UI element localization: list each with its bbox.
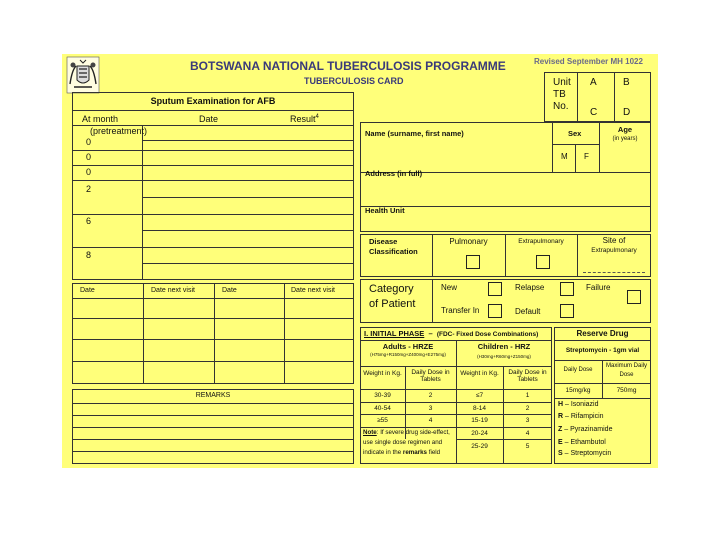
name-label: Name (surname, first name) bbox=[365, 129, 464, 138]
children-regimen: Children - HRZ bbox=[477, 342, 531, 351]
extrapulmonary-checkbox[interactable] bbox=[536, 255, 550, 269]
note-line-1: Note: If severe drug side-effect, bbox=[363, 429, 450, 436]
pulmonary-checkbox[interactable] bbox=[466, 255, 480, 269]
coat-of-arms-emblem bbox=[66, 56, 100, 94]
initial-phase-title: I. INITIAL PHASE – (FDC- Fixed Dose Combinations) bbox=[364, 329, 539, 338]
legend-pyrazinamide: Z – Pyrazinamide bbox=[558, 426, 613, 433]
legend-rifampicin: R – Rifampicin bbox=[558, 413, 604, 420]
failure-checkbox[interactable] bbox=[627, 290, 641, 304]
adult-weight-row: 30-39 bbox=[374, 392, 391, 399]
month-0-a: 0 bbox=[86, 137, 92, 147]
note-line-2: use single dose regimen and bbox=[363, 439, 443, 446]
transfer-in-label: Transfer In bbox=[441, 306, 480, 315]
adult-weight-row: 40-54 bbox=[374, 405, 391, 412]
pretreatment-label: (pretreatment) bbox=[90, 126, 148, 136]
adults-regimen: Adults - HRZE bbox=[382, 342, 434, 351]
visit-next-header-1: Date next visit bbox=[151, 287, 195, 294]
child-dose-row: 4 bbox=[525, 430, 530, 437]
children-weight-header: Weight in Kg. bbox=[460, 370, 499, 377]
category-label-1: Category bbox=[369, 283, 414, 295]
category-label-2: of Patient bbox=[369, 298, 416, 310]
unit-a[interactable]: A bbox=[590, 77, 597, 88]
default-checkbox[interactable] bbox=[560, 304, 574, 318]
new-label: New bbox=[441, 283, 458, 292]
visit-date-header-2: Date bbox=[222, 287, 237, 294]
remarks-label: REMARKS bbox=[195, 392, 231, 399]
sex-female[interactable]: F bbox=[584, 152, 589, 161]
child-dose-row: 2 bbox=[525, 405, 530, 412]
adults-weight-header: Weight in Kg. bbox=[363, 370, 402, 377]
relapse-label: Relapse bbox=[515, 283, 545, 292]
new-checkbox[interactable] bbox=[488, 282, 502, 296]
child-dose-row: 3 bbox=[525, 417, 530, 424]
col-at-month: At month bbox=[82, 114, 119, 124]
reserve-max-dose-value: 750mg bbox=[616, 387, 637, 394]
pulmonary-label: Pulmonary bbox=[449, 237, 488, 246]
month-0-c: 0 bbox=[86, 167, 92, 177]
adult-dose-row: 2 bbox=[428, 392, 433, 399]
legend-isoniazid: H – Isoniazid bbox=[558, 401, 599, 408]
child-weight-row: 8-14 bbox=[472, 405, 486, 412]
failure-label: Failure bbox=[586, 283, 611, 292]
sex-label: Sex bbox=[568, 129, 582, 138]
transfer-in-checkbox[interactable] bbox=[488, 304, 502, 318]
month-8: 8 bbox=[86, 250, 92, 260]
visit-next-header-2: Date next visit bbox=[291, 287, 335, 294]
programme-title: BOTSWANA NATIONAL TUBERCULOSIS PROGRAMME bbox=[190, 59, 506, 73]
note-line-3: indicate in the remarks field bbox=[363, 449, 441, 456]
site-label-1: Site of bbox=[602, 236, 626, 245]
reserve-drug-title: Reserve Drug bbox=[576, 329, 629, 338]
reserve-drug-name: Streptomycin - 1gm vial bbox=[565, 347, 640, 354]
unit-label: Unit bbox=[553, 77, 571, 88]
child-weight-row: 15-19 bbox=[471, 417, 488, 424]
health-unit-label: Health Unit bbox=[365, 206, 405, 215]
children-regimen-sub: (H30mg+R60mg+Z150mg) bbox=[477, 354, 531, 359]
reserve-max-dose-label-1: Maximum Daily bbox=[605, 363, 647, 369]
legend-streptomycin: S – Streptomycin bbox=[558, 450, 612, 457]
month-0-b: 0 bbox=[86, 152, 92, 162]
col-date: Date bbox=[199, 114, 219, 124]
tuberculosis-card bbox=[62, 54, 658, 468]
reserve-daily-dose-value: 15mg/kg bbox=[565, 387, 591, 394]
child-weight-row: ≤7 bbox=[475, 392, 484, 399]
adults-regimen-sub: (H75mg+R150mg+Z400mg+E275mg) bbox=[370, 352, 446, 357]
no-label: No. bbox=[553, 101, 569, 112]
legend-ethambutol: E – Ethambutol bbox=[558, 439, 606, 446]
unit-d[interactable]: D bbox=[623, 107, 631, 118]
age-sub-label: (in years) bbox=[612, 136, 638, 142]
unit-c[interactable]: C bbox=[590, 107, 598, 118]
site-label-2: Extrapulmonary bbox=[591, 247, 637, 254]
children-dose-header: Daily Dose in Tablets bbox=[508, 369, 547, 384]
month-2: 2 bbox=[86, 184, 92, 194]
adults-dose-header: Daily Dose in Tablets bbox=[411, 369, 450, 384]
adult-weight-row: ≥55 bbox=[377, 417, 388, 424]
child-dose-row: 5 bbox=[525, 443, 530, 450]
adult-dose-row: 3 bbox=[428, 405, 433, 412]
month-6: 6 bbox=[86, 216, 92, 226]
sputum-title: Sputum Examination for AFB bbox=[150, 96, 276, 106]
tb-label: TB bbox=[553, 89, 566, 100]
child-dose-row: 1 bbox=[525, 392, 530, 399]
visit-date-header-1: Date bbox=[80, 287, 95, 294]
revised-note: Revised September MH 1022 bbox=[534, 57, 643, 66]
default-label: Default bbox=[515, 307, 541, 316]
address-label: Address (in full) bbox=[365, 169, 423, 178]
reserve-max-dose-label-2: Dose bbox=[619, 372, 634, 378]
relapse-checkbox[interactable] bbox=[560, 282, 574, 296]
reserve-daily-dose-label: Daily Dose bbox=[563, 367, 593, 373]
adult-dose-row: 4 bbox=[428, 417, 433, 424]
child-weight-row: 20-24 bbox=[471, 430, 488, 437]
card-title: TUBERCULOSIS CARD bbox=[304, 76, 404, 86]
sex-male[interactable]: M bbox=[561, 152, 568, 161]
disease-label-2: Classification bbox=[369, 247, 418, 256]
age-label: Age bbox=[617, 125, 633, 134]
extrapulmonary-label: Extrapulmonary bbox=[518, 238, 564, 245]
child-weight-row: 25-29 bbox=[471, 443, 488, 450]
col-result: Result$^4$ bbox=[290, 114, 319, 124]
disease-label-1: Disease bbox=[369, 237, 398, 246]
unit-b[interactable]: B bbox=[623, 77, 630, 88]
